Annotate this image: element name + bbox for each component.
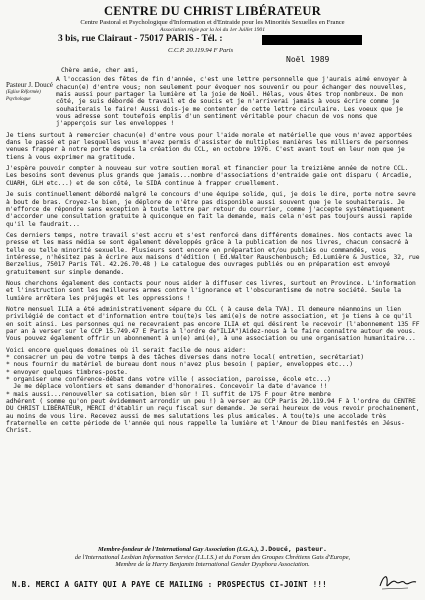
- association-note: Association régie par la loi du 1er Juillet 1901: [159, 27, 266, 33]
- letterhead-address: 3 bis, rue Clairaut - 75017 PARIS - Tél. :: [58, 34, 223, 44]
- footer-line: Membre de la Harry Benjamin International Gender Dysphora Association.: [115, 561, 310, 569]
- paragraph-1: A l'occasion des fêtes de fin d'année, c'est une lettre personnelle que j'aurais aimé envoyer à chacun(e) d'entre vous; non seulement pour évoquer nos souvenir ou pour échanger des nouvelles, mais aussi pour partager la lumière et la joie de Noël. Hélas, vous êtes trop nombreux. De mon côté, je suis débordé de travail et de soucis et je n'arriverai jamais à vous écrire comme je souhaiterais le faire! Aussi dois-je me contenter de cette lettre circulaire. Les voeux que je vous adresse sont toutefois emplis d'un sentiment véritable pour chacun de vos noms que j'apperçois sur les enveloppes !: [56, 76, 411, 128]
- help-item: * nous fournir du matériel de bureau dont nous n'avez plus besoin ( papier, enveloppes etc...): [6, 361, 353, 369]
- help-intro: Voici encore quelques domaines où il serait facile de nous aider:: [6, 346, 246, 354]
- letterhead-title: CENTRE DU CHRIST LIBÉRATEUR: [103, 4, 322, 18]
- paragraph-6: Nous cherchons également des contacts pour nous aider à diffuser ces livres, surtout en Province. L'information et l'instruction sont les meilleures armes contre l'ignorance et l'obscurantisme de notre société. Seule la lumière arrêtera les préjugés et les oppressions !: [6, 279, 420, 302]
- letter-body: [6, 67, 424, 435]
- sender-affiliation: (Eglise Réformée): [6, 90, 41, 95]
- closing-paragraph: adhérent ( somme qu'on peut évidemment arrondir un peu !) à verser au CCP Paris 20.119.94 F à l'ordre du CENTRE DU CHRIST LIBÉRATEUR, MERCI d'établir un reçu fiscal sur demande. Je serai heureux de vous revoir prochainement, au moins de vous lire. Recevez aussi de mes salutations les plus amicales. A tou(te)s une accolade très fraternelle en cette période de l'année qui nous rappelle la lumière et l'Amour de Dieu manifestés en Jésus-Christ.: [6, 398, 424, 435]
- help-item: * consacrer un peu de votre temps à des tâches diverses dans notre local( entretien, secrétariat): [6, 354, 365, 362]
- nb-note: N.B. MERCI A GAITY QUI A PAYE CE MAILING : PROSPECTUS CI-JOINT !!!: [12, 580, 327, 589]
- letter-date: Noël 1989: [286, 55, 330, 64]
- sender-role: Psychologue: [6, 97, 31, 102]
- help-item: * organiser une conférence-débat dans votre ville ( association, paroisse, école etc...): [6, 376, 331, 384]
- sender-name: Pasteur J. Doucé: [6, 81, 53, 89]
- help-item: * mais aussi...renouveller sa cotisation, bien sûr ! Il suffit de 175 F pour être membre: [6, 390, 331, 398]
- handwritten-signature: [378, 570, 418, 592]
- footer-line: Membre-fondeur de l'International Gay Association (I.G.A.), J.Doucé, pasteur.: [98, 545, 327, 553]
- help-item: Je me déplace volontiers et sans demander d'honoraires. Concevoir la date d'avance !!: [6, 383, 328, 391]
- paragraph-4: Je suis continuellement débordé malgré le concours d'une équipe solide, qui, je dois le dire, porte notre sevre à bout de bras. Croyez-le bien, je déplore de n'être pas disponible aussi souvent que je le souhaiterais. Je m'efforce de répondre sans exception à toute lettre par retour du courrier, comme j'accepte systématiquement d'accorder une consultation gratuite à quiconque en fait la demande, mais cela n'est pas toujours aussi rapide qu'il le faudrait...: [6, 191, 420, 228]
- paragraph-3: J'espère pouvoir compter à nouveau sur votre soutien moral et financier pour la treizième année de notre CCL. Les besoins sont devenus plus grands que jamais...nombre d'associations d'entraide gaie ont disparu ( Arcadie, CUARH, GLH etc...) et de son côté, le SIDA continue à frapper cruellement.: [6, 165, 416, 187]
- footer-line: de l'International Lesbian Information Service (I.L.I.S.) et du Forum des Groupes Chrétiens Gais d'Europe,: [74, 553, 351, 561]
- letterhead-subtitle: Centre Pastoral et Psychologique d'Information et d'Entraide pour les Minorités Sexuelles en France: [80, 19, 345, 26]
- redacted-phone-bar: [262, 35, 362, 45]
- paragraph-7: Notre mensuel ILIA a été administrativement sépare du CCL ( à cause dela TVA). Il demeure néanmoins un lien privilégié de contact et d'information entre tou(te)s les ami(e)s de notre association, et je tiens à ce qu'il en soit ainsi. Les personnes qui ne recevraient pas encore ILIA et qui désirent le recevoir (l'abonnement 135 FF par an à verser sur le CCP 15.749.47 E Paris à l'ordre de"ILIA")Aidez-nous à le faire connaître autour de vous. Vous pouvez également offrir un abonnement à un(e) ami(e), à une association ou une organisation humanitaire...: [6, 305, 424, 343]
- greeting: Chère amie, cher ami,: [61, 67, 139, 74]
- help-item: * envoyer quelques timbres-poste.: [6, 368, 128, 376]
- signoff: J.Doucé, pasteur.: [260, 545, 327, 553]
- ccp-number: C.C.P. 20.119.94 F Paris: [168, 47, 234, 54]
- paragraph-2: Je tiens surtout à remercier chacun(e) d'entre vous pour l'aide morale et matérielle que vous m'avez apportées dans le passé et par lesquelles vous m'avez permis d'assister de multiples manières les milliers de personnes venues frapper à notre porte depuis la création du CCL, en octobre 1976. C'est avant tout en leur nom que je tiens à vous exprimer ma gratitude.: [6, 131, 416, 161]
- footer-affiliations: [0, 546, 425, 569]
- paragraph-5: Ces derniers temps, notre travail s'est accru et s'est renforcé dans différents domaines. Nos contacts avec la presse et les mass média se sont également développés grâce à la publication de nos livres, chacun consacré à telle ou telle minorité sexuelle. Plusieurs sont encore en préparation et/ou publiés ou commandés, vous intéresse, n'hésitez pas à écrire aux maisons d'édition ( Ed.Walter Rauschenbusch; Ed.Lumière & Justice, 32, rue Berzelius, 75017 Paris Tél. 42.26.70.48 ) Le catalogue des ouvrages publiés ou en préparation est envoyé gratuitement sur simple demande.: [6, 231, 424, 276]
